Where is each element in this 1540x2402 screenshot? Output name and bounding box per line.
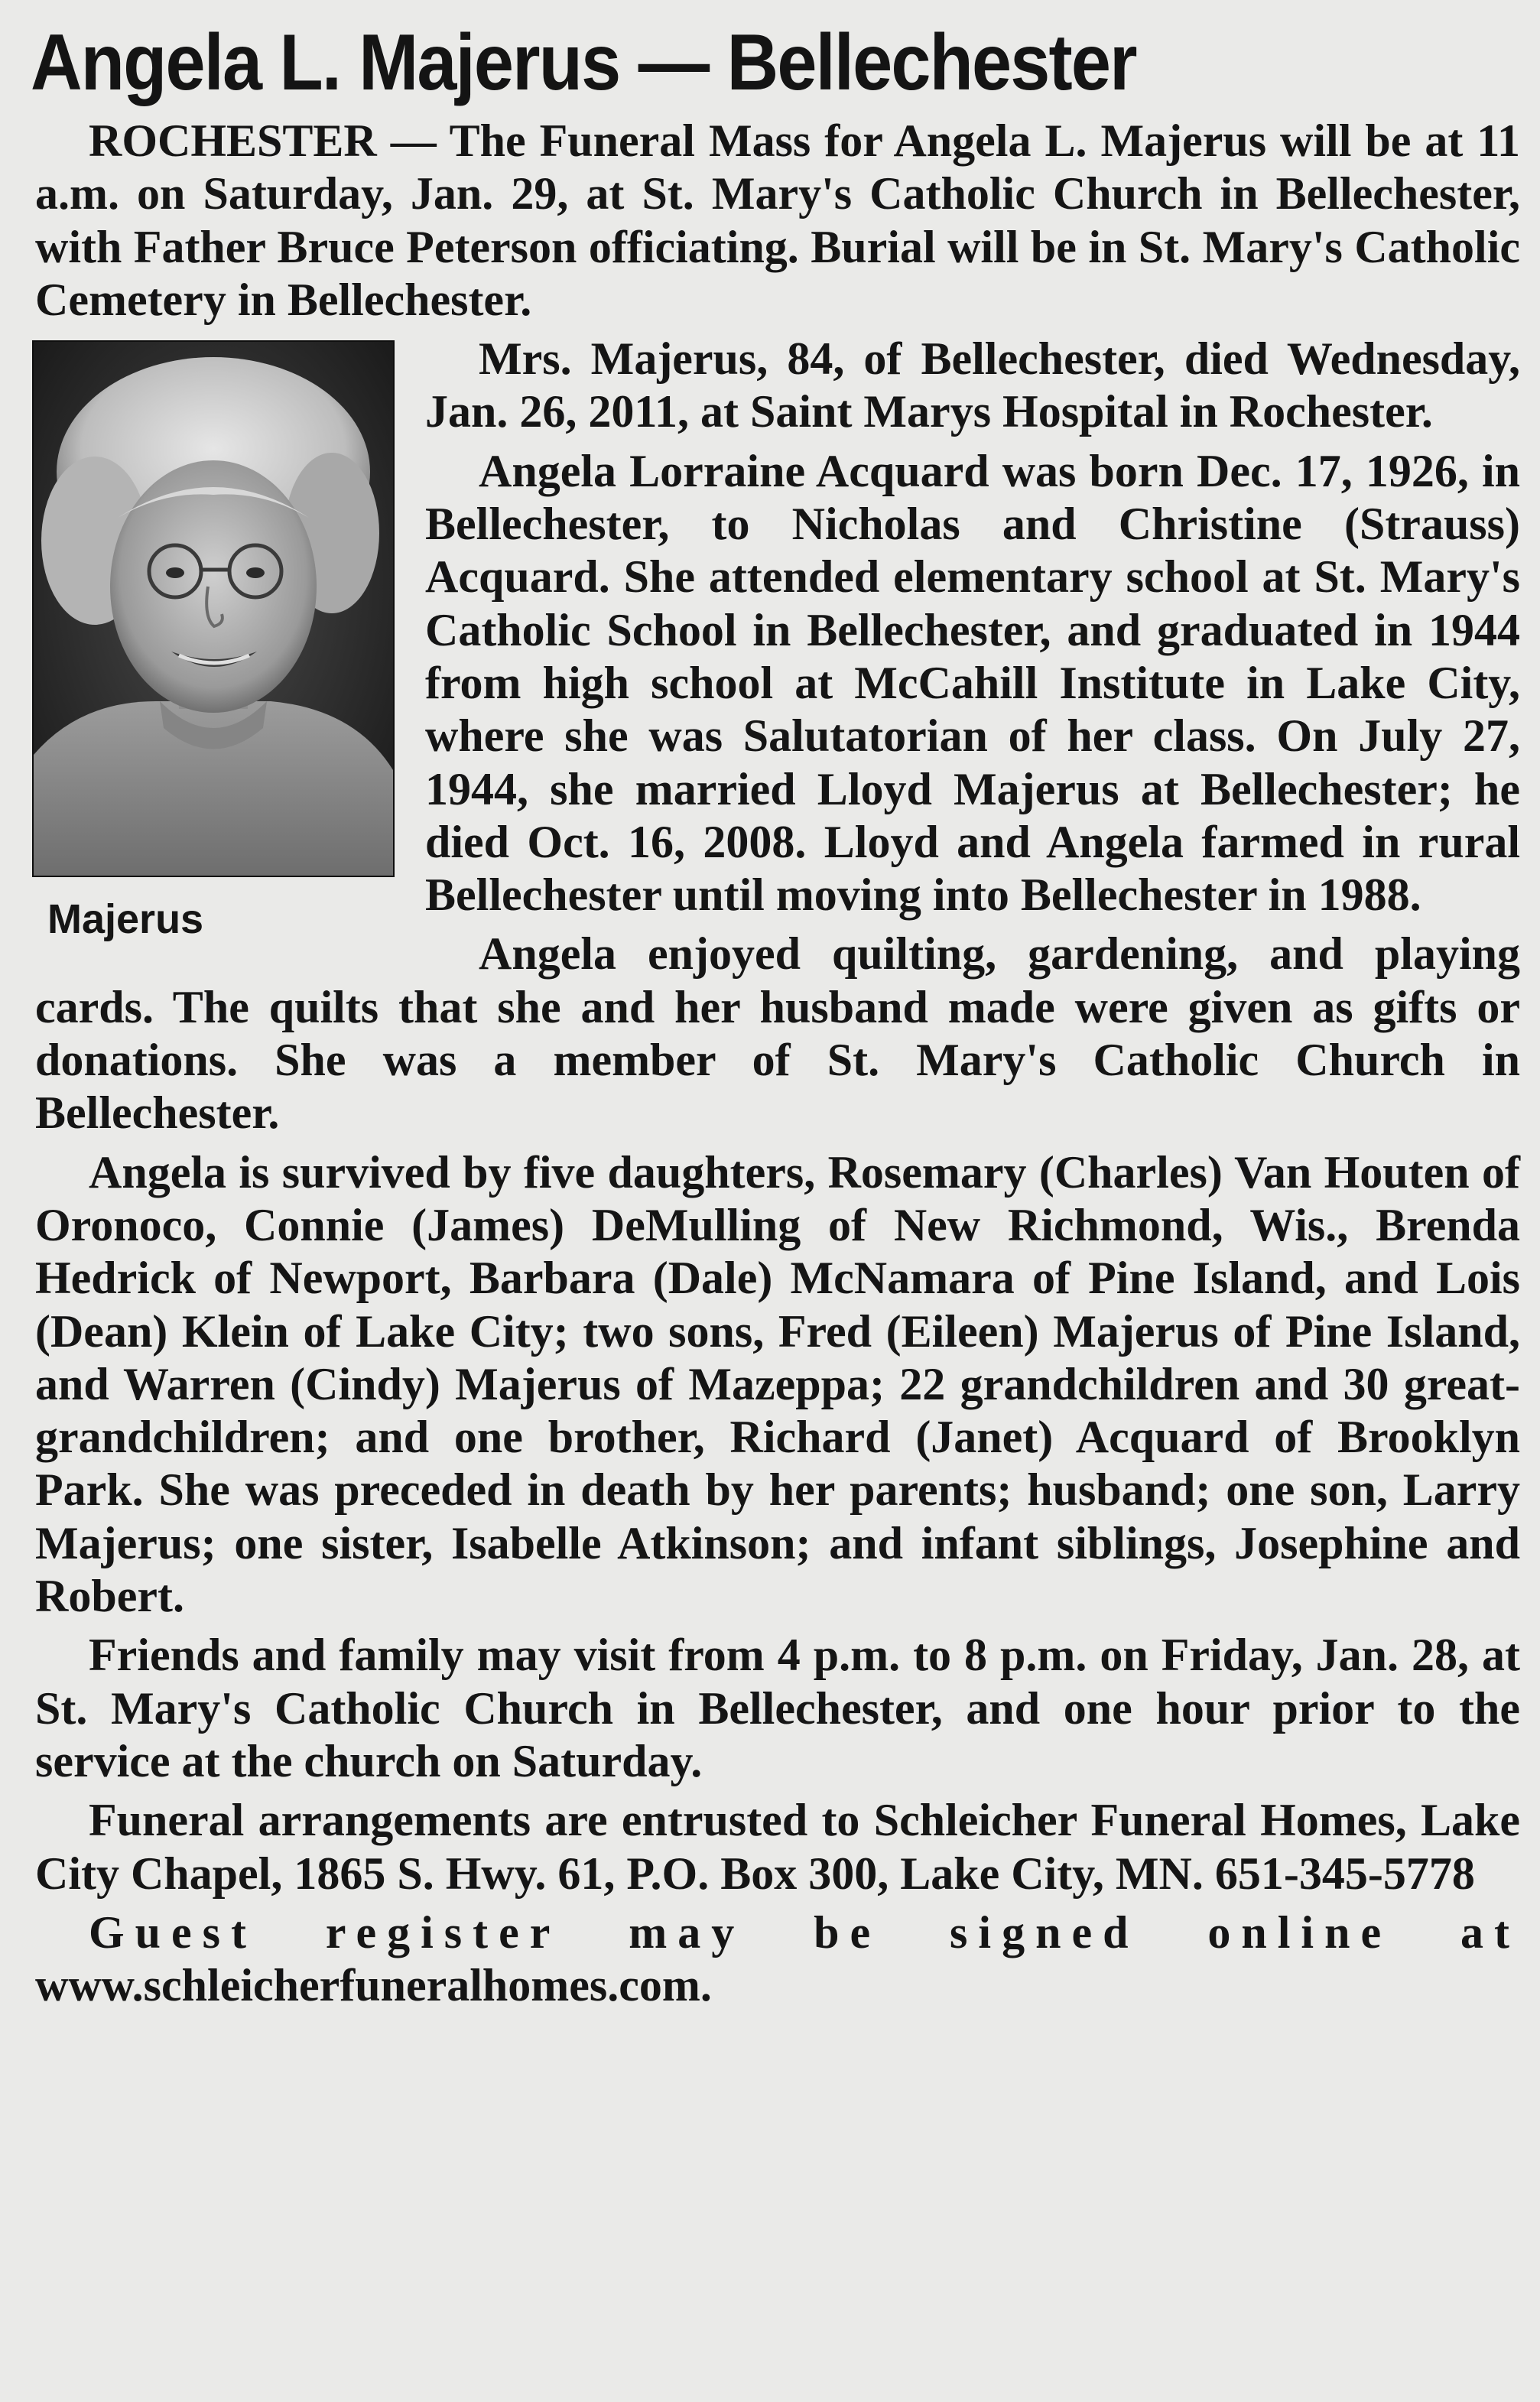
photo-caption: Majerus xyxy=(47,896,204,943)
paragraph-visitation: Friends and family may visit from 4 p.m. to 8 p.m. on Friday, Jan. 28, at St. Mary's Catholic Church in Bellechester, and one hour prior to the service at the church on Saturday. xyxy=(35,1630,1520,1786)
guest-register-text: Guest register may be signed online at xyxy=(89,1906,1520,1958)
headline: Angela L. Majerus — Bellechester xyxy=(31,18,1136,107)
portrait-photo xyxy=(32,340,395,877)
portrait-illustration xyxy=(34,342,393,876)
paragraph-death: Mrs. Majerus, 84, of Bellechester, died Wednesday, Jan. 26, 2011, at Saint Marys Hospital in Rochester. xyxy=(425,333,1520,437)
paragraph-hobbies: Angela enjoyed quilting, gardening, and playing cards. The quilts that she and her husband made were given as gifts or donations. She was a member of St. Mary's Catholic Church in Bellechester. xyxy=(35,928,1520,1139)
paragraph-service: ROCHESTER — The Funeral Mass for Angela L. Majerus will be at 11 a.m. on Saturday, Jan. 29, at St. Mary's Catholic Church in Bellechester, with Father Bruce Peterson officiating. Burial will be in St. Mary's Catholic Cemetery in Bellechester. xyxy=(35,115,1520,325)
guest-register-link[interactable]: www.schleicherfuneralhomes.com. xyxy=(35,1960,712,2011)
obituary-body xyxy=(35,115,1520,2018)
paragraph-survivors: Angela is survived by five daughters, Rosemary (Charles) Van Houten of Oronoco, Connie (James) DeMulling of New Richmond, Wis., Brenda Hedrick of Newport, Barbara (Dale) McNamara of Pine Island, and Lois (Dean) Klein of Lake City; two sons, Fred (Eileen) Majerus of Pine Island, and Warren (Cindy) Majerus of Mazeppa; 22 grandchildren and 30 great-grandchildren; and one brother, Richard (Janet) Acquard of Brooklyn Park. She was preceded in death by her parents; husband; one son, Larry Majerus; one sister, Isabelle Atkinson; and infant siblings, Josephine and Robert. xyxy=(35,1146,1520,1622)
paragraph-biography: Angela Lorraine Acquard was born Dec. 17, 1926, in Bellechester, to Nicholas and Christine (Strauss) Acquard. She attended elementary school at St. Mary's Catholic School in Bellechester, and graduated in 1944 from high school at McCahill Institute in Lake City, where she was Salutatorian of her class. On July 27, 1944, she married Lloyd Majerus at Bellechester; he died Oct. 16, 2008. Lloyd and Angela farmed in rural Bellechester until moving into Bellechester in 1988. xyxy=(425,445,1520,921)
photo-figure xyxy=(32,340,395,955)
paragraph-guest-register xyxy=(35,1906,1520,2013)
paragraph-arrangements: Funeral arrangements are entrusted to Schleicher Funeral Homes, Lake City Chapel, 1865 S. Hwy. 61, P.O. Box 300, Lake City, MN. 651-345-5778 xyxy=(35,1795,1520,1899)
